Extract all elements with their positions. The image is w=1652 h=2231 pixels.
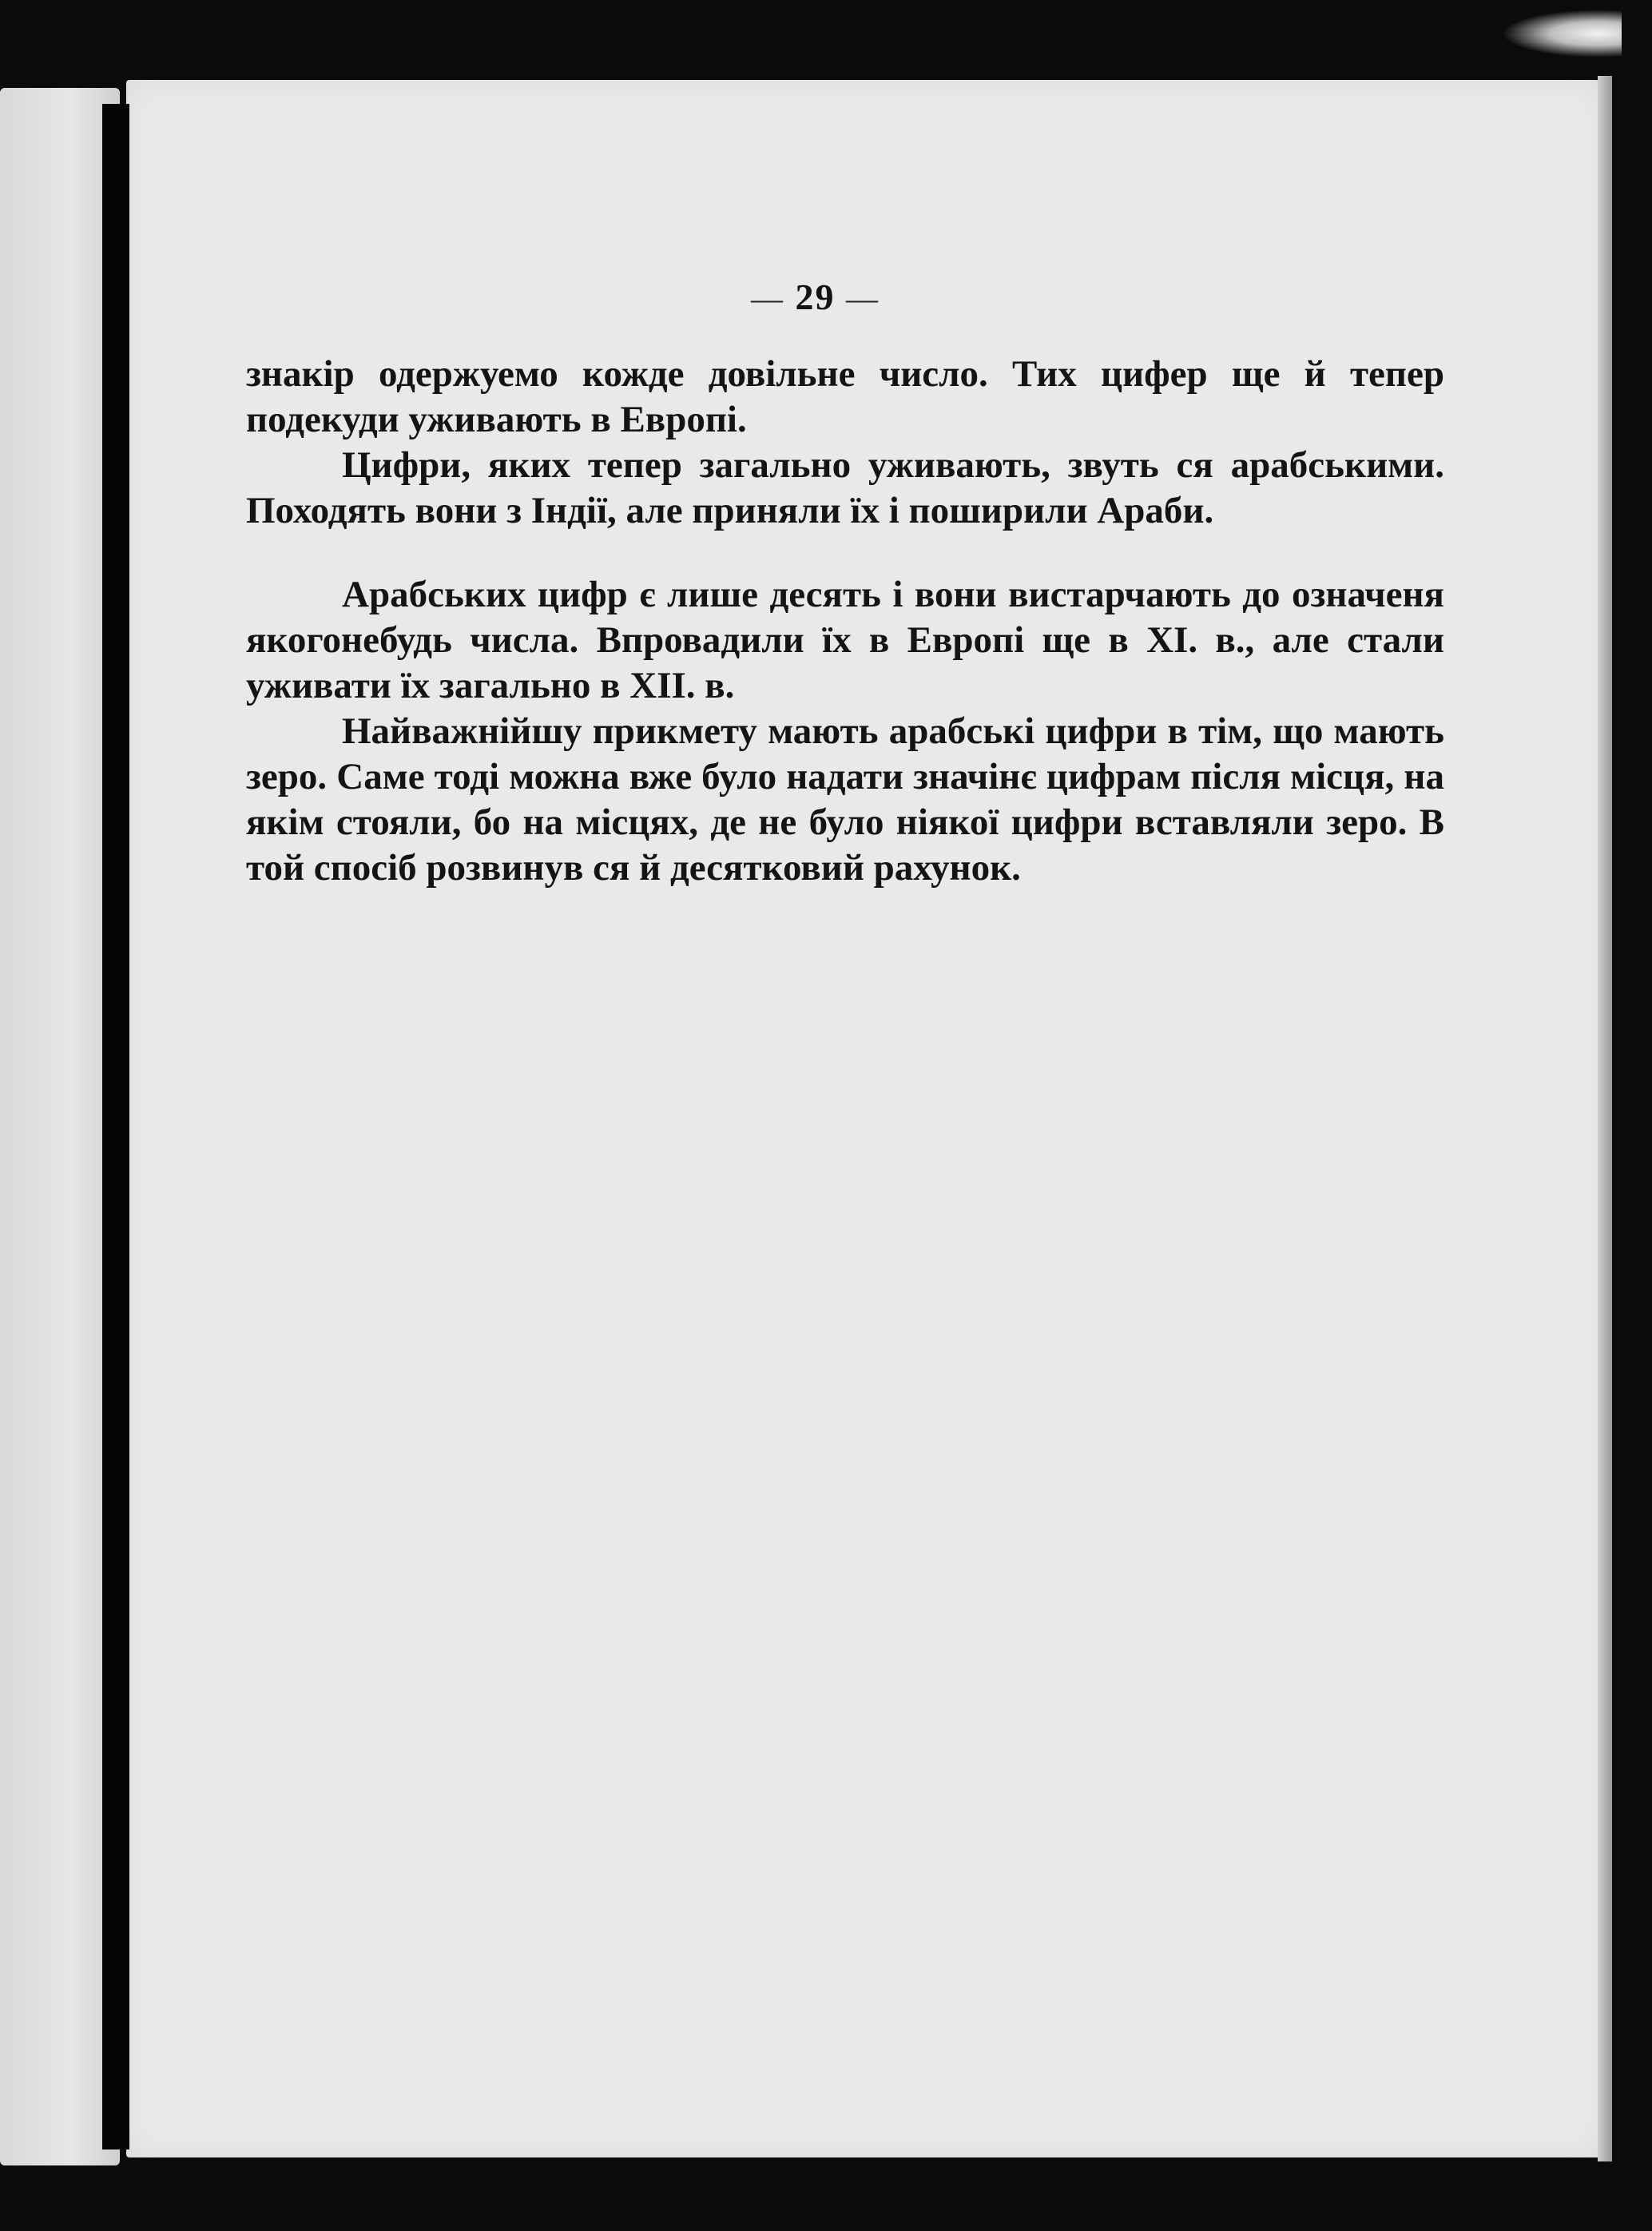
right-page-edge [1598,76,1612,2161]
paragraph: Цифри, яких тепер загально уживають, звуть ся арабськими. Походять вони з Індії, але приняли їх і поширили Араби. [246,444,1444,531]
paragraph: Найважнійшу прикмету мають арабські цифри в тім, що мають зеро. Саме тоді можна вже було надати значінє цифрам після місця, на якім стояли, бо на місцях, де не було ніякої цифри вставляли зеро. В той спосіб розвинув ся й десятковий рахунок. [246,710,1444,889]
book-spine [102,104,129,2149]
page-number-dash-left: — [751,280,784,316]
scan-glare [1502,10,1622,58]
paragraph: Арабських цифр є лише десять і вони вистарчають до означеня якогонебудь числа. Впровадили їх в Европі ще в XI. в., але стали уживати їх загально в XII. в. [246,574,1444,706]
paragraph: знакір одержуемо кожде довільне число. Тих цифер ще й тепер подекуди уживають в Европі. [246,353,1444,440]
body-text [246,352,1444,891]
page-number [751,276,880,318]
page-number-value: 29 [795,276,836,317]
page-number-dash-right: — [846,280,880,316]
